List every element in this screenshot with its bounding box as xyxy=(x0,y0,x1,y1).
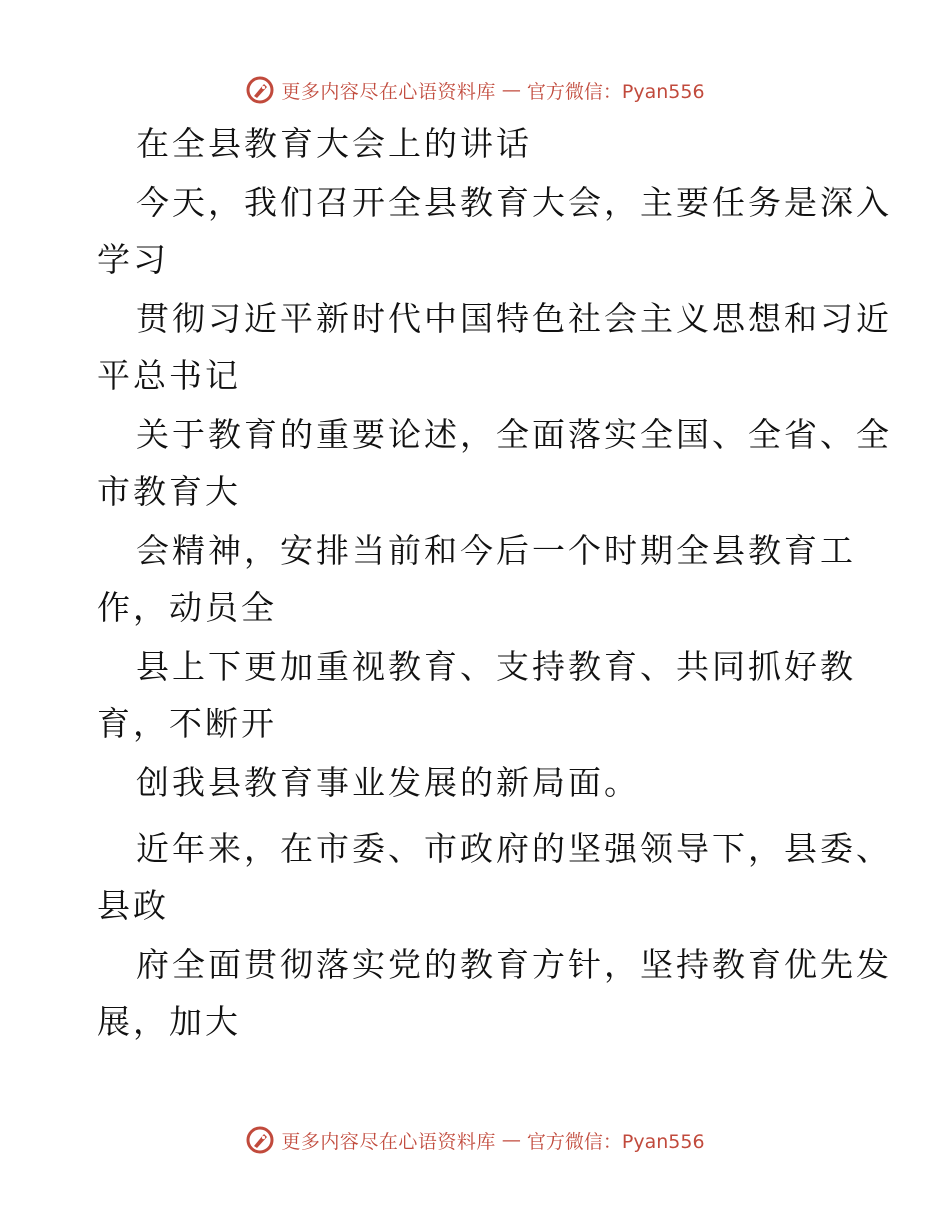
paragraph-line: 学习 xyxy=(97,240,169,279)
paragraph-line: 府全面贯彻落实党的教育方针，坚持教育优先发 xyxy=(136,945,892,984)
paragraph-line: 会精神，安排当前和今后一个时期全县教育工 xyxy=(136,531,856,570)
watermark-contact: 官方微信：Pyan556 xyxy=(526,80,705,103)
watermark-contact: 官方微信：Pyan556 xyxy=(526,1130,705,1153)
watermark-separator: — xyxy=(501,1129,521,1151)
watermark-text: 更多内容尽在心语资料库 xyxy=(281,1130,496,1153)
watermark-text: 更多内容尽在心语资料库 xyxy=(281,80,496,103)
paragraph-line: 关于教育的重要论述，全面落实全国、全省、全 xyxy=(136,415,892,454)
paragraph-line: 县政 xyxy=(97,886,169,925)
paragraph-line: 育，不断开 xyxy=(97,704,277,743)
paragraph-line: 创我县教育事业发展的新局面。 xyxy=(136,763,640,802)
paragraph-line: 贯彻习近平新时代中国特色社会主义思想和习近 xyxy=(136,299,892,338)
paragraph-line: 作，动员全 xyxy=(97,588,277,627)
paragraph-line: 展，加大 xyxy=(97,1002,241,1041)
paragraph-line: 县上下更加重视教育、支持教育、共同抓好教 xyxy=(136,647,856,686)
paragraph-line: 今天，我们召开全县教育大会，主要任务是深入 xyxy=(136,183,892,222)
header-watermark-banner xyxy=(0,70,950,110)
document-title: 在全县教育大会上的讲话 xyxy=(136,124,532,163)
pen-nib-circle-icon xyxy=(245,75,275,105)
pen-nib-circle-icon xyxy=(245,1125,275,1155)
paragraph-line: 市教育大 xyxy=(97,472,241,511)
watermark-separator: — xyxy=(501,79,521,101)
footer-watermark-banner xyxy=(0,1120,950,1160)
paragraph-line: 近年来，在市委、市政府的坚强领导下，县委、 xyxy=(136,829,892,868)
paragraph-line: 平总书记 xyxy=(97,356,241,395)
